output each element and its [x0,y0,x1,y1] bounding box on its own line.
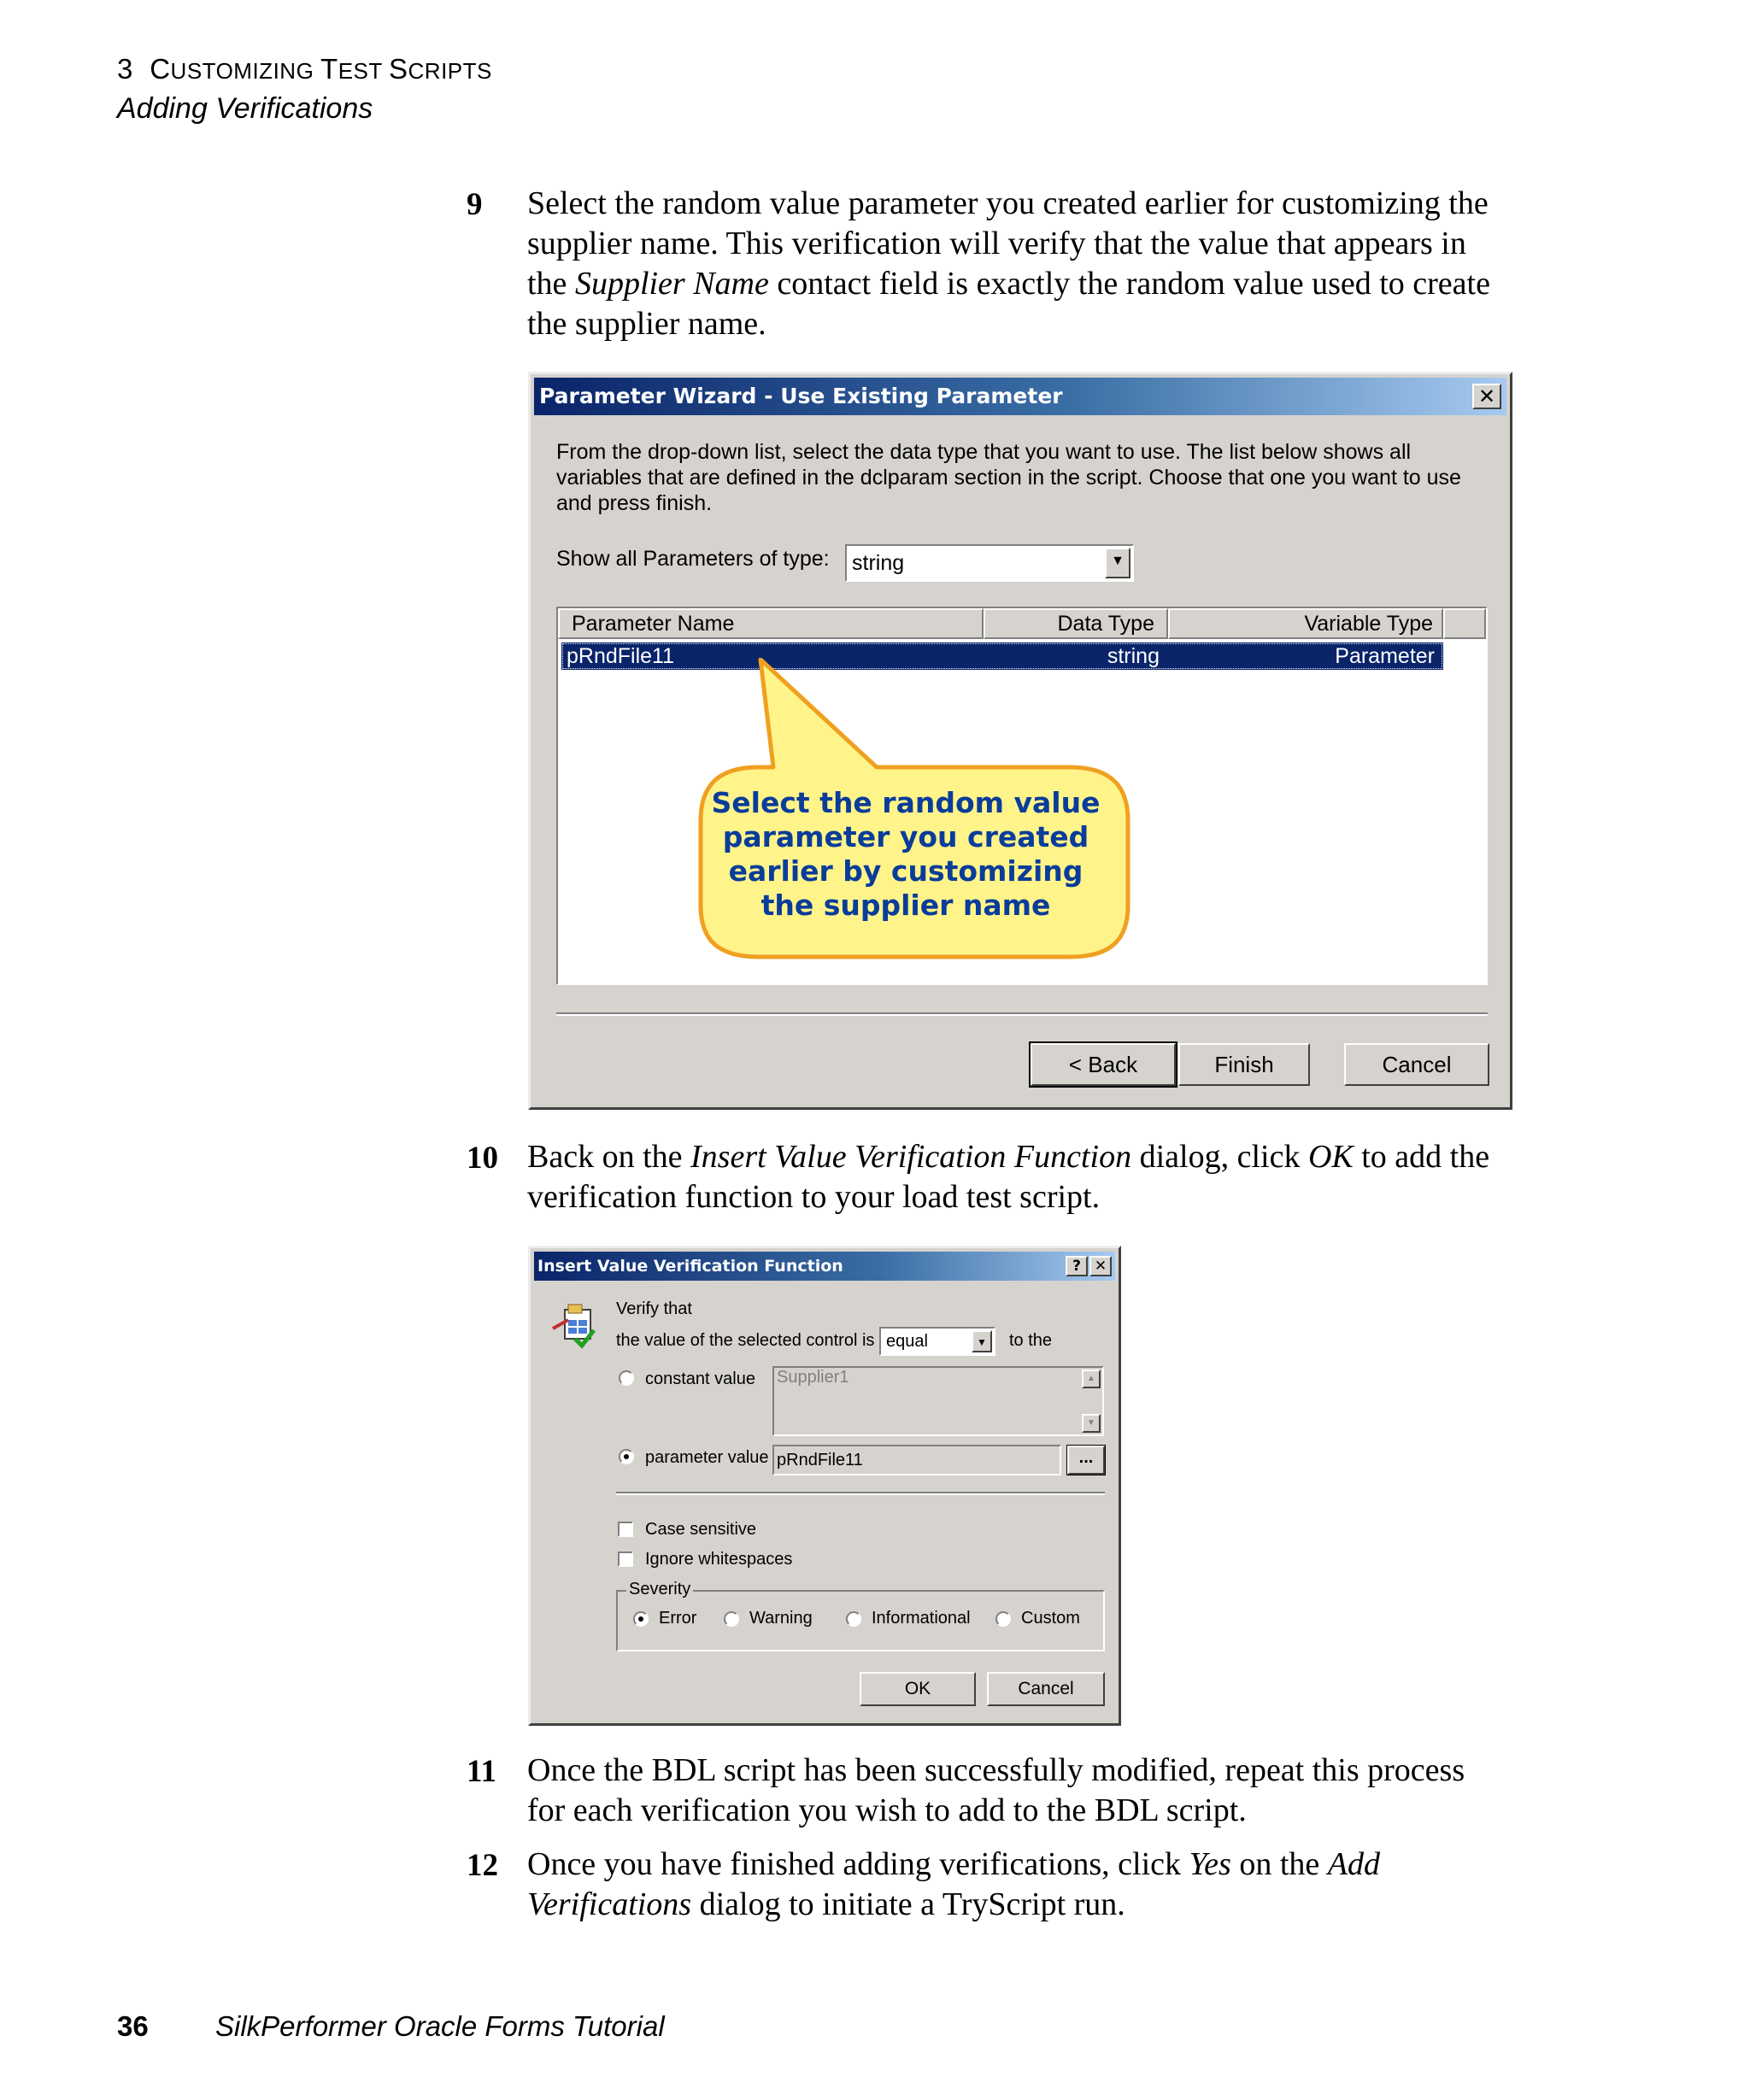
chapter-title-part: EST [338,58,390,84]
step-number: 12 [467,1848,498,1883]
chapter-title-part: S [389,53,408,85]
parameter-value-radio[interactable] [619,1449,634,1464]
ignore-whitespaces-label: Ignore whitespaces [645,1550,793,1569]
page-number: 36 [117,2010,149,2042]
step-text: Select the random value parameter you created earlier for customizing the supplier name. This verification will verify that the value that appears in the Supplier Name contact field is exactly the random value used to create the supplier name. [527,185,1490,342]
step-text: Back on the Insert Value Verification Function dialog, click OK to add the verification function to your load test script. [527,1139,1490,1215]
severity-custom-label: Custom [1021,1609,1080,1628]
chapter-heading [117,53,492,85]
verify-that-label: Verify that [616,1299,692,1318]
chapter-title-part: C [150,53,171,85]
column-header-data-type[interactable]: Data Type [984,608,1168,639]
scroll-up-icon[interactable]: ▲ [1082,1370,1101,1388]
ok-button[interactable]: OK [860,1672,976,1706]
ignore-whitespaces-checkbox[interactable] [618,1552,633,1567]
chapter-number: 3 [117,53,133,85]
to-the-label: to the [1009,1331,1053,1350]
chapter-title-part: USTOMIZING [170,58,321,84]
chevron-down-icon[interactable]: ▼ [972,1330,992,1352]
dialog-title-bar [534,1252,1115,1281]
severity-informational-label: Informational [872,1609,971,1628]
document-title: SilkPerformer Oracle Forms Tutorial [215,2010,665,2042]
section-heading: Adding Verifications [117,92,373,125]
close-icon[interactable]: ✕ [1472,384,1501,409]
severity-label: Severity [626,1580,693,1599]
column-header-variable-type[interactable]: Variable Type [1168,608,1443,639]
step-text: Once the BDL script has been successfully modified, repeat this process for each verification you wish to add to the BDL script. [527,1752,1465,1828]
constant-value-radio[interactable] [619,1370,634,1386]
dialog-title-bar [534,378,1506,415]
constant-value-field[interactable] [772,1366,1104,1436]
operator-select[interactable] [879,1327,995,1356]
insert-value-verification-dialog [528,1246,1121,1726]
browse-button[interactable]: ... [1067,1446,1105,1475]
help-icon[interactable]: ? [1066,1256,1088,1276]
chevron-down-icon[interactable]: ▼ [1105,548,1130,578]
severity-error-radio[interactable] [633,1611,649,1627]
dialog-title: Insert Value Verification Function [537,1257,843,1276]
finish-button[interactable]: Finish [1178,1043,1310,1086]
parameter-type-label: Show all Parameters of type: [556,547,830,571]
severity-informational-radio[interactable] [846,1611,861,1627]
column-header-parameter-name[interactable]: Parameter Name [558,608,984,639]
column-header-filler [1443,608,1486,639]
constant-value-label: constant value [645,1370,755,1388]
chapter-title-part: CRIPTS [408,58,492,84]
case-sensitive-label: Case sensitive [645,1520,757,1539]
close-icon[interactable]: ✕ [1089,1256,1112,1276]
row-data-type: string [1107,644,1160,668]
selected-type: string [852,551,905,575]
step-text: Once you have finished adding verifications, click Yes on the Add Verifications dialog to initiate a TryScript run. [527,1846,1380,1922]
callout-text: Select the random value parameter you created earlier by customizing the supplier name [711,786,1101,922]
parameter-value-text: pRndFile11 [777,1451,863,1469]
dialog-description: From the drop-down list, select the data type that you want to use. The list below shows all variables that are defined in the dclparam section in the script. Choose that one you want to use and press finish. [556,440,1461,515]
case-sensitive-checkbox[interactable] [618,1522,633,1537]
parameter-type-select[interactable] [845,544,1134,582]
separator [616,1492,1105,1495]
dialog-title: Parameter Wizard - Use Existing Parameter [539,384,1063,408]
parameter-value-field[interactable] [772,1445,1061,1475]
verification-icon [549,1301,597,1349]
cancel-button[interactable]: Cancel [1344,1043,1489,1086]
row-parameter-name: pRndFile11 [567,644,675,668]
severity-custom-radio[interactable] [995,1611,1011,1627]
scroll-down-icon[interactable]: ▼ [1082,1414,1101,1433]
cancel-button[interactable]: Cancel [987,1672,1105,1706]
step-number: 10 [467,1141,498,1176]
selected-operator: equal [886,1332,928,1351]
chapter-title-part: T [320,53,338,85]
severity-error-label: Error [659,1609,697,1628]
selected-control-label: the value of the selected control is [616,1331,875,1350]
step-number: 9 [467,187,483,222]
constant-value-text: Supplier1 [777,1368,849,1387]
severity-warning-label: Warning [749,1609,813,1628]
severity-warning-radio[interactable] [724,1611,739,1627]
parameter-value-label: parameter value [645,1448,769,1467]
row-variable-type: Parameter [1335,644,1435,668]
back-button[interactable]: < Back [1031,1043,1176,1086]
step-number: 11 [467,1754,496,1789]
separator [556,1012,1488,1016]
